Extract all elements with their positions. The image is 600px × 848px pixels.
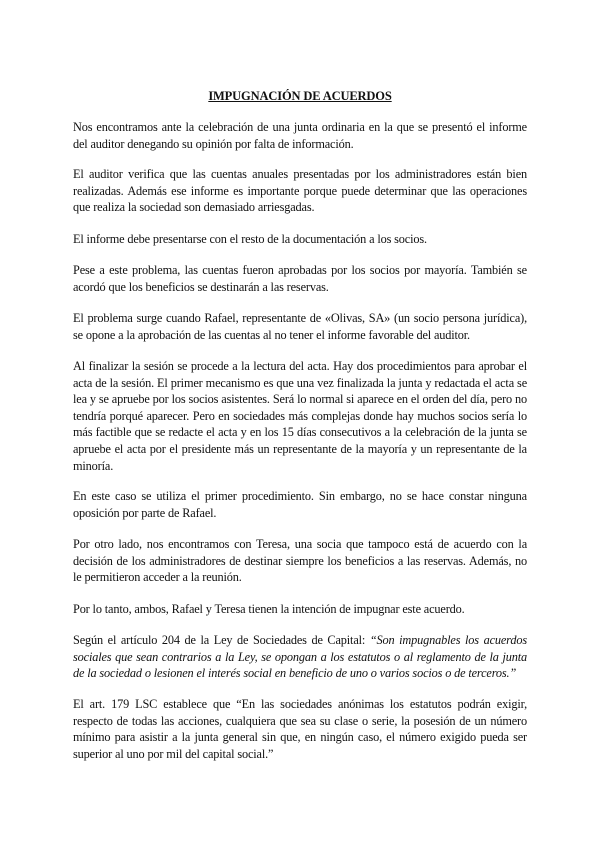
quote-intro: Según el artículo 204 de la Ley de Sociedades de Capital:: [73, 633, 370, 647]
paragraph-9: Por lo tanto, ambos, Rafael y Teresa tienen la intención de impugnar este acuerdo.: [73, 602, 465, 616]
paragraph-5: El problema surge cuando Rafael, representante de «Olivas, SA» (un socio persona jurídica), se opone a la aprobación de las cuentas al no tener el informe favorable del auditor.: [73, 311, 527, 342]
quote-paragraph: [73, 632, 527, 682]
paragraph-4: Pese a este problema, las cuentas fueron aprobadas por los socios por mayoría. También se acordó que los beneficios se destinarán a las reservas.: [73, 263, 527, 294]
paragraph-2: El auditor verifica que las cuentas anuales presentadas por los administradores están bien realizadas. Además ese informe es importante porque puede determinar que las operaciones que realiza la sociedad son demasiado arriesgadas.: [73, 167, 527, 215]
paragraph-3: El informe debe presentarse con el resto de la documentación a los socios.: [73, 232, 427, 246]
paragraph-8: Por otro lado, nos encontramos con Teresa, una socia que tampoco está de acuerdo con la decisión de los administradores de destinar siempre los beneficios a las reservas. Además, no le permitieron acceder a la reunión.: [73, 537, 527, 585]
document-title: IMPUGNACIÓN DE ACUERDOS: [208, 89, 392, 103]
paragraph-6: Al finalizar la sesión se procede a la lectura del acta. Hay dos procedimientos para aprobar el acta de la sesión. El primer mecanismo es que una vez finalizada la junta y redactada el acta se lea y se apruebe por los socios asistentes. Será lo normal si aparece en el orden del día, pero no tendría porqué aparecer. Pero en sociedades más complejas donde hay muchos socios sería lo más factible que se redacte el acta y en los 15 días consecutivos a la celebración de la junta se apruebe el acta por el presidente más un representante de la mayoría y un representante de la minoría.: [73, 359, 527, 473]
paragraph-7: En este caso se utiliza el primer procedimiento. Sin embargo, no se hace constar ninguna oposición por parte de Rafael.: [73, 489, 527, 520]
final-paragraph: El art. 179 LSC establece que “En las sociedades anónimas los estatutos podrán exigir, respecto de todas las acciones, cualquiera que sea su clase o serie, la posesión de un número mínimo para asistir a la junta general sin que, en ningún caso, el número exigido pueda ser superior al uno por mil del capital social.”: [73, 697, 527, 761]
paragraph-1: Nos encontramos ante la celebración de una junta ordinaria en la que se presentó el informe del auditor denegando su opinión por falta de información.: [73, 120, 527, 151]
quote-text: “Son impugnables los acuerdos sociales que sean contrarios a la Ley, se opongan a los estatutos o al reglamento de la junta de la sociedad o lesionen el interés social en beneficio de uno o varios socios o de terceros.”: [73, 633, 527, 681]
